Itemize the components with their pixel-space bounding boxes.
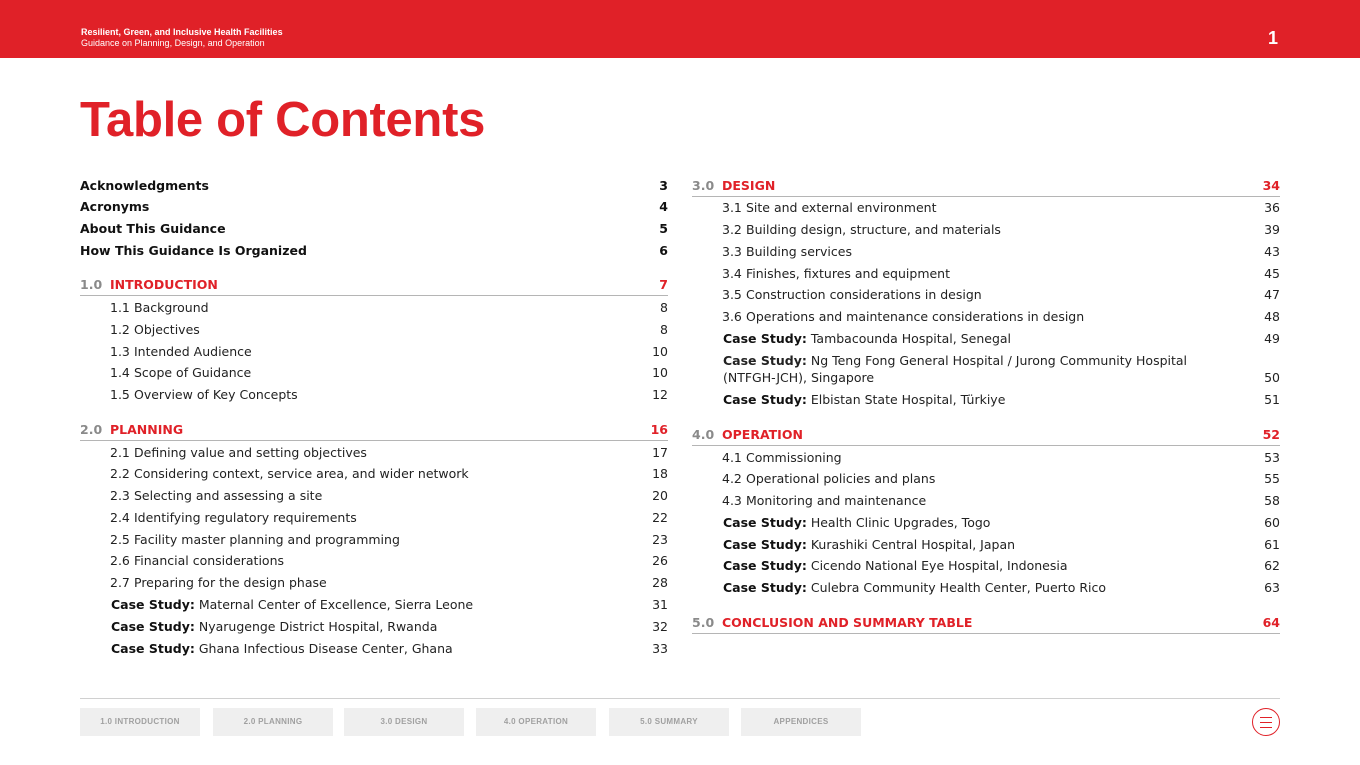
toc-entry[interactable]: 1.4 Scope of Guidance 10 <box>110 365 668 380</box>
toc-case-study[interactable]: Case Study: Maternal Center of Excellence, Sierra Leone 31 <box>111 597 668 612</box>
nav-tab-planning[interactable]: 2.0 PLANNING <box>213 708 333 736</box>
toc-entry[interactable]: 1.3 Intended Audience 10 <box>110 344 668 359</box>
toc-case-study[interactable]: Case Study: Kurashiki Central Hospital, Japan 61 <box>723 537 1280 552</box>
toc-case-study[interactable]: Case Study: Elbistan State Hospital, Türkiye 51 <box>723 392 1280 407</box>
report-title: Resilient, Green, and Inclusive Health Facilities <box>81 27 283 37</box>
toc-case-study[interactable]: Case Study: Nyarugenge District Hospital, Rwanda 32 <box>111 619 668 634</box>
section-header-introduction[interactable]: 1.0 INTRODUCTION 7 <box>80 276 668 296</box>
toc-entry[interactable]: 3.2 Building design, structure, and materials 39 <box>722 222 1280 237</box>
toc-entry[interactable]: 4.3 Monitoring and maintenance 58 <box>722 493 1280 508</box>
toc-entry-how-organized[interactable]: How This Guidance Is Organized 6 <box>80 243 668 258</box>
nav-tab-operation[interactable]: 4.0 OPERATION <box>476 708 596 736</box>
report-subtitle: Guidance on Planning, Design, and Operation <box>81 38 265 48</box>
toc-entry[interactable]: 3.5 Construction considerations in design 47 <box>722 287 1280 302</box>
section-header-planning[interactable]: 2.0 PLANNING 16 <box>80 421 668 441</box>
toc-entry[interactable]: 3.1 Site and external environment 36 <box>722 200 1280 215</box>
section-header-design[interactable]: 3.0 DESIGN 34 <box>692 177 1280 197</box>
nav-tab-appendices[interactable]: APPENDICES <box>741 708 861 736</box>
toc-entry-acronyms[interactable]: Acronyms 4 <box>80 199 668 214</box>
nav-tab-introduction[interactable]: 1.0 INTRODUCTION <box>80 708 200 736</box>
toc-case-study[interactable]: Case Study: Culebra Community Health Center, Puerto Rico 63 <box>723 580 1280 595</box>
toc-entry[interactable]: 1.1 Background 8 <box>110 300 668 315</box>
header-bar <box>0 0 1360 58</box>
page-title: Table of Contents <box>80 93 486 147</box>
toc-entry[interactable]: 2.1 Defining value and setting objectives 17 <box>110 445 668 460</box>
toc-entry[interactable]: 1.5 Overview of Key Concepts 12 <box>110 387 668 402</box>
toc-entry[interactable]: 2.2 Considering context, service area, and wider network 18 <box>110 466 668 481</box>
section-header-conclusion[interactable]: 5.0 CONCLUSION AND SUMMARY TABLE 64 <box>692 614 1280 634</box>
page-number: 1 <box>1267 28 1278 48</box>
toc-entry[interactable]: 2.3 Selecting and assessing a site 20 <box>110 488 668 503</box>
nav-tab-summary[interactable]: 5.0 SUMMARY <box>609 708 729 736</box>
toc-case-study[interactable]: Case Study: Tambacounda Hospital, Senegal 49 <box>723 331 1280 346</box>
toc-entry[interactable]: 3.3 Building services 43 <box>722 244 1280 259</box>
toc-entry[interactable]: 2.4 Identifying regulatory requirements 22 <box>110 510 668 525</box>
toc-entry-acknowledgments[interactable]: Acknowledgments 3 <box>80 178 668 193</box>
footer-divider <box>80 698 1280 699</box>
toc-entry[interactable]: 3.6 Operations and maintenance considerations in design 48 <box>722 309 1280 324</box>
toc-entry[interactable]: 1.2 Objectives 8 <box>110 322 668 337</box>
toc-entry[interactable]: 3.4 Finishes, fixtures and equipment 45 <box>722 266 1280 281</box>
toc-entry[interactable]: 4.2 Operational policies and plans 55 <box>722 471 1280 486</box>
toc-entry[interactable]: 2.5 Facility master planning and programming 23 <box>110 532 668 547</box>
toc-entry[interactable]: 2.6 Financial considerations 26 <box>110 553 668 568</box>
menu-icon[interactable] <box>1252 708 1280 736</box>
toc-entry[interactable]: 2.7 Preparing for the design phase 28 <box>110 575 668 590</box>
section-header-operation[interactable]: 4.0 OPERATION 52 <box>692 426 1280 446</box>
toc-case-study[interactable]: Case Study: Health Clinic Upgrades, Togo 60 <box>723 515 1280 530</box>
toc-case-study[interactable]: Case Study: Ghana Infectious Disease Center, Ghana 33 <box>111 641 668 656</box>
toc-case-study[interactable]: Case Study: Ng Teng Fong General Hospital / Jurong Community Hospital (NTFGH-JCH), Singapore 50 <box>723 353 1280 385</box>
toc-case-study[interactable]: Case Study: Cicendo National Eye Hospital, Indonesia 62 <box>723 558 1280 573</box>
nav-tab-design[interactable]: 3.0 DESIGN <box>344 708 464 736</box>
toc-entry[interactable]: 4.1 Commissioning 53 <box>722 450 1280 465</box>
toc-entry-about[interactable]: About This Guidance 5 <box>80 221 668 236</box>
